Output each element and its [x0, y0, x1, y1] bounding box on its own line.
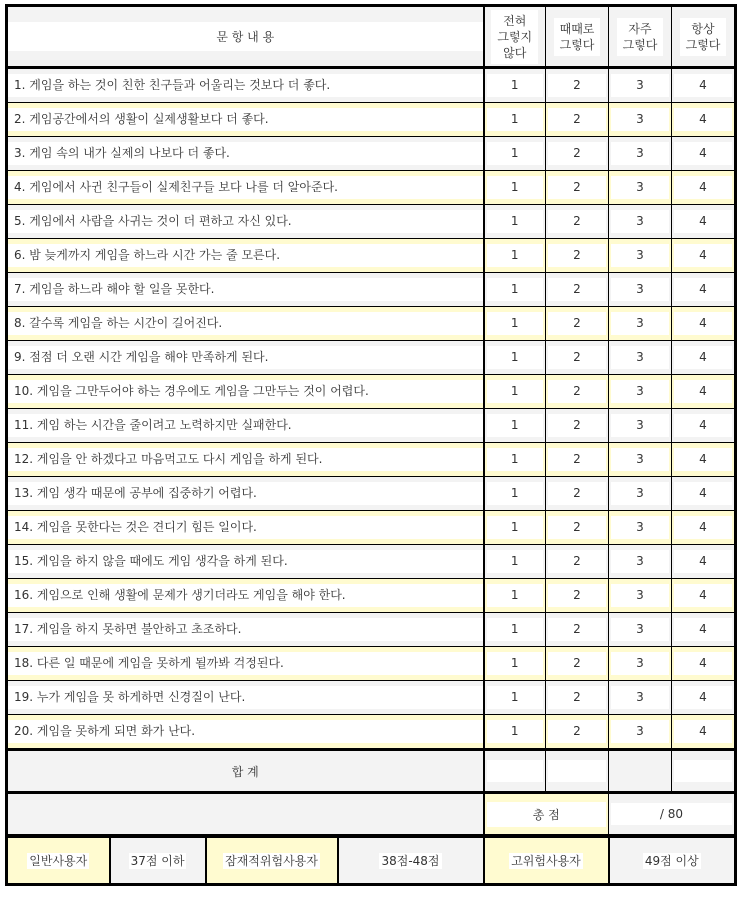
score-value: 1 [487, 312, 544, 335]
score-option-2[interactable] [546, 375, 609, 409]
score-option-1[interactable] [484, 171, 546, 205]
total-value: / 80 [611, 803, 732, 825]
score-option-1[interactable] [484, 103, 546, 137]
score-option-1[interactable] [484, 205, 546, 239]
question-text: 7. 게임을 하느라 해야 할 일을 못한다. [8, 278, 483, 301]
score-value: 3 [611, 652, 669, 675]
legend-range-potential-risk: 38점-48점 [338, 837, 484, 885]
question-row [7, 613, 736, 647]
score-option-1[interactable] [484, 443, 546, 477]
question-text: 11. 게임 하는 시간을 줄이려고 노력하지만 실패한다. [8, 414, 483, 437]
score-option-2[interactable] [546, 613, 609, 647]
score-value: 1 [487, 210, 544, 233]
score-value: 2 [548, 414, 606, 437]
subtotal-row [7, 750, 736, 793]
subtotal-label-cell [7, 750, 484, 793]
legend-range-high-risk: 49점 이상 [609, 837, 736, 885]
score-option-1[interactable] [484, 273, 546, 307]
score-value: 1 [487, 516, 544, 539]
score-value: 2 [548, 550, 606, 573]
game-addiction-questionnaire [5, 4, 734, 886]
question-row [7, 103, 736, 137]
question-text-cell [7, 307, 484, 341]
score-value: 4 [674, 176, 732, 199]
question-text-cell [7, 375, 484, 409]
question-text: 3. 게임 속의 내가 실제의 나보다 더 좋다. [8, 142, 483, 165]
score-value: 4 [674, 652, 732, 675]
score-option-1[interactable] [484, 545, 546, 579]
question-rows [7, 68, 736, 750]
total-spacer [7, 793, 484, 835]
score-value: 1 [487, 244, 544, 267]
question-row [7, 171, 736, 205]
header-row [7, 6, 736, 68]
score-value: 4 [674, 550, 732, 573]
score-value: 3 [611, 108, 669, 131]
score-option-1[interactable] [484, 239, 546, 273]
score-value: 4 [674, 210, 732, 233]
score-option-2[interactable] [546, 511, 609, 545]
question-text: 20. 게임을 못하게 되면 화가 난다. [8, 720, 483, 743]
question-row [7, 477, 736, 511]
score-value: 4 [674, 618, 732, 641]
score-option-2[interactable] [546, 307, 609, 341]
score-option-4[interactable] [672, 545, 736, 579]
score-value: 3 [611, 618, 669, 641]
question-row [7, 409, 736, 443]
score-value: 4 [674, 312, 732, 335]
question-row [7, 647, 736, 681]
subtotal-label: 합 계 [10, 759, 481, 784]
score-value: 3 [611, 74, 669, 97]
score-value: 2 [548, 108, 606, 131]
score-value: 1 [487, 108, 544, 131]
question-text: 15. 게임을 하지 않을 때에도 게임 생각을 하게 된다. [8, 550, 483, 573]
score-value: 4 [674, 516, 732, 539]
header-option-4: 항상 그렇다 [672, 6, 736, 68]
question-text-cell [7, 68, 484, 103]
score-option-4[interactable] [672, 68, 736, 103]
question-text: 19. 누가 게임을 못 하게하면 신경질이 난다. [8, 686, 483, 709]
question-text: 1. 게임을 하는 것이 친한 친구들과 어울리는 것보다 더 좋다. [8, 74, 483, 97]
legend-category-potential-risk: 잠재적위험사용자 [206, 837, 338, 885]
score-option-3[interactable] [609, 443, 672, 477]
score-value: 2 [548, 652, 606, 675]
score-value: 3 [611, 720, 669, 743]
legend-category-high-risk: 고위험사용자 [484, 837, 609, 885]
score-value: 4 [674, 278, 732, 301]
score-value: 3 [611, 312, 669, 335]
total-value-cell[interactable] [609, 793, 736, 835]
score-value: 4 [674, 482, 732, 505]
question-text: 14. 게임을 못한다는 것은 견디기 힘든 일이다. [8, 516, 483, 539]
score-option-2[interactable] [546, 103, 609, 137]
score-value: 3 [611, 516, 669, 539]
question-text-cell [7, 545, 484, 579]
score-value: 4 [674, 244, 732, 267]
score-value: 3 [611, 482, 669, 505]
risk-legend [5, 835, 737, 886]
question-row [7, 579, 736, 613]
score-option-4[interactable] [672, 613, 736, 647]
score-option-1[interactable] [484, 715, 546, 750]
score-value: 1 [487, 74, 544, 97]
score-option-4[interactable] [672, 443, 736, 477]
score-value: 2 [548, 244, 606, 267]
score-option-4[interactable] [672, 477, 736, 511]
question-row [7, 443, 736, 477]
score-value: 1 [487, 278, 544, 301]
score-option-4[interactable] [672, 681, 736, 715]
score-option-3[interactable] [609, 511, 672, 545]
question-text: 13. 게임 생각 때문에 공부에 집중하기 어렵다. [8, 482, 483, 505]
subtotal-option-3[interactable] [609, 750, 672, 793]
score-option-4[interactable] [672, 137, 736, 171]
score-value: 3 [611, 346, 669, 369]
score-option-2[interactable] [546, 137, 609, 171]
score-value: 4 [674, 414, 732, 437]
question-row [7, 715, 736, 750]
score-option-4[interactable] [672, 103, 736, 137]
score-value: 1 [487, 652, 544, 675]
score-value: 2 [548, 516, 606, 539]
question-text-cell [7, 511, 484, 545]
total-row [7, 793, 736, 835]
score-option-3[interactable] [609, 579, 672, 613]
question-text: 6. 밤 늦게까지 게임을 하느라 시간 가는 줄 모른다. [8, 244, 483, 267]
question-text-cell [7, 137, 484, 171]
question-text: 17. 게임을 하지 못하면 불안하고 초조하다. [8, 618, 483, 641]
score-value: 2 [548, 312, 606, 335]
score-option-3[interactable] [609, 647, 672, 681]
question-row [7, 239, 736, 273]
score-value: 2 [548, 618, 606, 641]
score-value: 2 [548, 74, 606, 97]
question-row [7, 681, 736, 715]
score-value: 1 [487, 686, 544, 709]
score-value: 3 [611, 584, 669, 607]
score-value: 4 [674, 720, 732, 743]
score-value: 1 [487, 482, 544, 505]
score-option-1[interactable] [484, 68, 546, 103]
question-row [7, 205, 736, 239]
question-text-cell [7, 613, 484, 647]
score-option-3[interactable] [609, 715, 672, 750]
subtotal-option-1[interactable] [484, 750, 546, 793]
question-text: 2. 게임공간에서의 생활이 실제생활보다 더 좋다. [8, 108, 483, 131]
score-value: 3 [611, 142, 669, 165]
score-option-4[interactable] [672, 205, 736, 239]
score-value: 2 [548, 278, 606, 301]
question-row [7, 68, 736, 103]
question-text: 9. 점점 더 오랜 시간 게임을 해야 만족하게 된다. [8, 346, 483, 369]
score-value: 3 [611, 176, 669, 199]
score-value: 2 [548, 686, 606, 709]
legend-range-normal: 37점 이하 [110, 837, 206, 885]
score-option-3[interactable] [609, 171, 672, 205]
header-option-2: 때때로 그렇다 [546, 6, 609, 68]
score-value: 1 [487, 550, 544, 573]
score-option-1[interactable] [484, 579, 546, 613]
score-option-3[interactable] [609, 307, 672, 341]
question-text: 5. 게임에서 사람을 사귀는 것이 더 편하고 자신 있다. [8, 210, 483, 233]
score-option-4[interactable] [672, 341, 736, 375]
score-value: 3 [611, 414, 669, 437]
score-option-3[interactable] [609, 341, 672, 375]
score-option-1[interactable] [484, 477, 546, 511]
score-value: 4 [674, 108, 732, 131]
score-value: 4 [674, 74, 732, 97]
score-value: 1 [487, 346, 544, 369]
score-value: 4 [674, 686, 732, 709]
score-option-3[interactable] [609, 375, 672, 409]
score-option-4[interactable] [672, 715, 736, 750]
question-column-header: 문 항 내 용 [8, 22, 483, 51]
score-option-2[interactable] [546, 545, 609, 579]
question-text-cell [7, 409, 484, 443]
score-option-2[interactable] [546, 341, 609, 375]
score-value: 2 [548, 584, 606, 607]
score-option-3[interactable] [609, 137, 672, 171]
score-option-1[interactable] [484, 409, 546, 443]
question-row [7, 307, 736, 341]
score-option-2[interactable] [546, 68, 609, 103]
score-value: 4 [674, 380, 732, 403]
score-option-3[interactable] [609, 681, 672, 715]
score-option-3[interactable] [609, 545, 672, 579]
question-row [7, 137, 736, 171]
score-value: 2 [548, 380, 606, 403]
score-option-4[interactable] [672, 239, 736, 273]
question-text: 4. 게임에서 사귄 친구들이 실제친구들 보다 나를 더 알아준다. [8, 176, 483, 199]
score-value: 3 [611, 278, 669, 301]
score-option-3[interactable] [609, 205, 672, 239]
question-row [7, 511, 736, 545]
score-option-2[interactable] [546, 273, 609, 307]
score-value: 2 [548, 482, 606, 505]
score-option-4[interactable] [672, 409, 736, 443]
question-text: 12. 게임을 안 하겠다고 마음먹고도 다시 게임을 하게 된다. [8, 448, 483, 471]
score-value: 2 [548, 346, 606, 369]
score-value: 3 [611, 244, 669, 267]
score-option-4[interactable] [672, 579, 736, 613]
question-text: 16. 게임으로 인해 생활에 문제가 생기더라도 게임을 해야 한다. [8, 584, 483, 607]
total-label: 총 점 [487, 802, 607, 827]
header-option-3: 자주 그렇다 [609, 6, 672, 68]
question-text-cell [7, 477, 484, 511]
score-option-2[interactable] [546, 681, 609, 715]
question-text-cell [7, 681, 484, 715]
score-value: 4 [674, 584, 732, 607]
score-value: 3 [611, 686, 669, 709]
score-option-2[interactable] [546, 477, 609, 511]
question-text: 8. 갈수록 게임을 하는 시간이 길어진다. [8, 312, 483, 335]
question-row [7, 341, 736, 375]
score-value: 1 [487, 176, 544, 199]
question-text-cell [7, 103, 484, 137]
question-text-cell [7, 579, 484, 613]
total-label-cell [484, 793, 609, 835]
score-option-3[interactable] [609, 68, 672, 103]
score-option-3[interactable] [609, 477, 672, 511]
question-row [7, 375, 736, 409]
score-value: 3 [611, 448, 669, 471]
score-option-1[interactable] [484, 613, 546, 647]
score-option-3[interactable] [609, 273, 672, 307]
header-option-1: 전혀 그렇지 않다 [484, 6, 546, 68]
question-text-cell [7, 273, 484, 307]
score-value: 4 [674, 448, 732, 471]
subtotal-option-2[interactable] [546, 750, 609, 793]
score-option-2[interactable] [546, 443, 609, 477]
score-value: 1 [487, 584, 544, 607]
score-option-2[interactable] [546, 205, 609, 239]
score-value: 1 [487, 414, 544, 437]
score-value: 2 [548, 210, 606, 233]
score-option-3[interactable] [609, 613, 672, 647]
score-option-1[interactable] [484, 137, 546, 171]
score-value: 2 [548, 448, 606, 471]
score-option-4[interactable] [672, 171, 736, 205]
score-value: 2 [548, 720, 606, 743]
score-option-4[interactable] [672, 307, 736, 341]
score-value: 1 [487, 448, 544, 471]
score-value: 1 [487, 720, 544, 743]
question-text: 10. 게임을 그만두어야 하는 경우에도 게임을 그만두는 것이 어렵다. [8, 380, 483, 403]
score-value: 3 [611, 380, 669, 403]
question-text-cell [7, 205, 484, 239]
score-option-4[interactable] [672, 647, 736, 681]
score-option-1[interactable] [484, 511, 546, 545]
score-option-1[interactable] [484, 307, 546, 341]
question-text-cell [7, 715, 484, 750]
question-text-cell [7, 171, 484, 205]
score-option-2[interactable] [546, 715, 609, 750]
score-value: 3 [611, 210, 669, 233]
question-text-cell [7, 341, 484, 375]
score-option-2[interactable] [546, 171, 609, 205]
score-option-4[interactable] [672, 511, 736, 545]
question-row [7, 545, 736, 579]
score-option-1[interactable] [484, 341, 546, 375]
score-option-3[interactable] [609, 409, 672, 443]
subtotal-option-4[interactable] [672, 750, 736, 793]
score-option-1[interactable] [484, 647, 546, 681]
score-option-1[interactable] [484, 375, 546, 409]
question-row [7, 273, 736, 307]
score-value: 4 [674, 346, 732, 369]
score-option-2[interactable] [546, 409, 609, 443]
score-option-2[interactable] [546, 239, 609, 273]
score-option-2[interactable] [546, 579, 609, 613]
score-value: 3 [611, 550, 669, 573]
score-value: 2 [548, 142, 606, 165]
score-value: 1 [487, 380, 544, 403]
question-text-cell [7, 647, 484, 681]
question-text: 18. 다른 일 때문에 게임을 못하게 될까봐 걱정된다. [8, 652, 483, 675]
legend-category-normal: 일반사용자 [7, 837, 110, 885]
score-value: 4 [674, 142, 732, 165]
score-option-2[interactable] [546, 647, 609, 681]
score-value: 1 [487, 142, 544, 165]
score-option-4[interactable] [672, 375, 736, 409]
questionnaire-table [5, 4, 737, 835]
header-question-cell [7, 6, 484, 68]
score-option-4[interactable] [672, 273, 736, 307]
question-text-cell [7, 443, 484, 477]
score-option-3[interactable] [609, 103, 672, 137]
score-value: 1 [487, 618, 544, 641]
score-option-1[interactable] [484, 681, 546, 715]
score-value: 2 [548, 176, 606, 199]
question-text-cell [7, 239, 484, 273]
score-option-3[interactable] [609, 239, 672, 273]
